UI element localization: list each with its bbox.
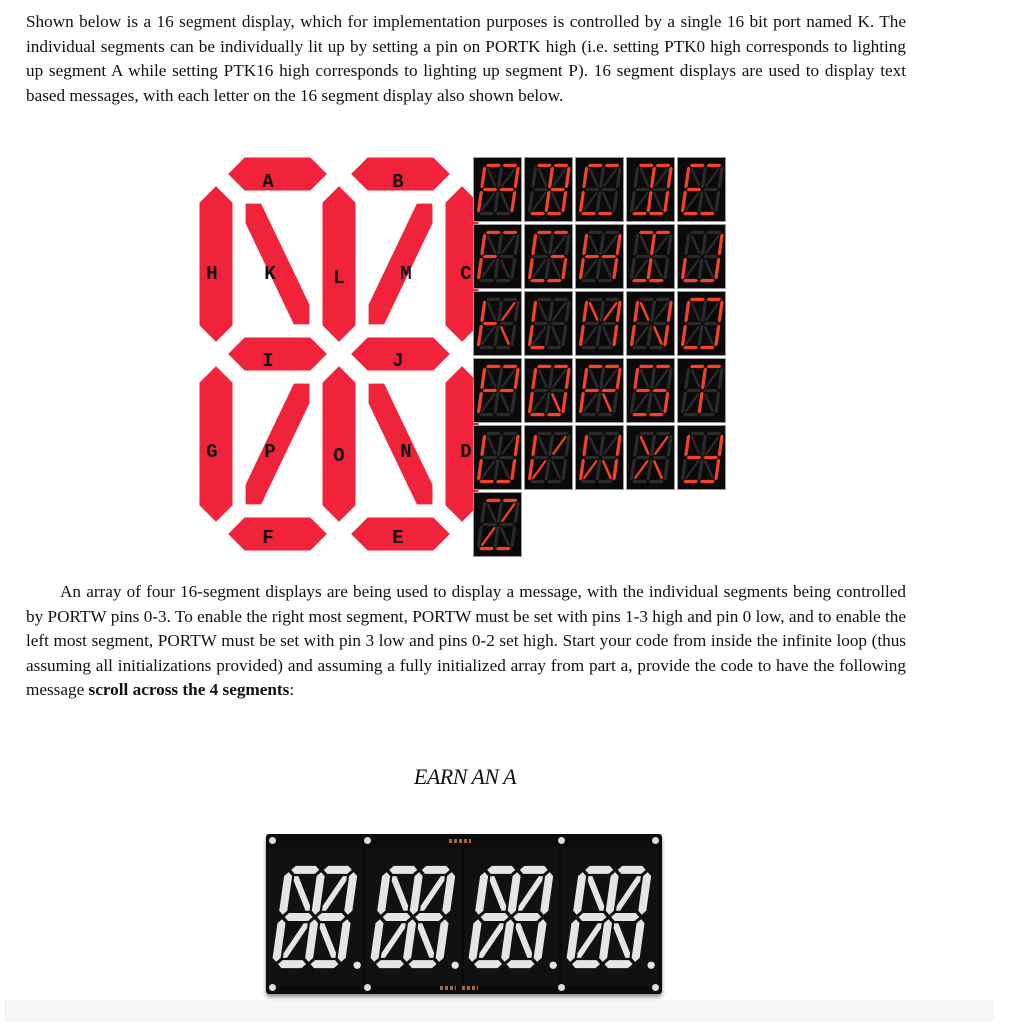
letter-tile-v xyxy=(525,426,572,489)
mounting-hole xyxy=(364,984,371,991)
intro-paragraph: Shown below is a 16 segment display, which for implementation purposes is controlled by a single 16 bit port named K. The individual segments can be individually lit up by setting a pin on PORTK high (i.e. setting PTK0 high corresponds to lighting up segment A while setting PTK16 high corresponds to lighting up segment P). 16 segment displays are used to display text based messages, with each letter on the 16 segment display also shown below. xyxy=(26,12,906,105)
display-digit-4 xyxy=(562,848,657,986)
segment-label: I xyxy=(262,350,274,373)
display-digit-1 xyxy=(268,848,363,986)
segment-label: L xyxy=(333,267,345,290)
segment-label: A xyxy=(262,171,274,194)
solder-pads xyxy=(440,986,456,990)
segment-p xyxy=(244,382,311,506)
letter-tile-h xyxy=(576,225,623,288)
segment-label: H xyxy=(206,263,218,286)
letter-tile-j xyxy=(678,225,725,288)
segment-e xyxy=(349,516,452,552)
segment-h xyxy=(198,184,234,344)
decimal-point xyxy=(354,962,361,969)
letter-tile-b xyxy=(525,158,572,221)
letter-tile-c xyxy=(576,158,623,221)
letter-tile-r xyxy=(576,359,623,422)
segment-k xyxy=(244,202,311,326)
segment-label: D xyxy=(460,441,472,464)
segment-a xyxy=(226,156,329,193)
decimal-point xyxy=(648,962,655,969)
mounting-hole xyxy=(558,837,565,844)
mounting-hole xyxy=(558,984,565,991)
solder-pads xyxy=(449,839,471,843)
segment-label: K xyxy=(264,263,276,286)
display-digit-3 xyxy=(464,848,559,986)
segment-f xyxy=(226,516,329,552)
letter-tile-n xyxy=(627,292,674,355)
segment-label: O xyxy=(333,445,345,468)
segment-n xyxy=(367,382,434,506)
mounting-hole xyxy=(652,837,659,844)
segment-g xyxy=(198,364,234,524)
letter-tile-z xyxy=(474,493,521,556)
letter-tile-k xyxy=(474,292,521,355)
letter-tile-q xyxy=(525,359,572,422)
segment-j xyxy=(349,336,452,372)
task-end: : xyxy=(289,680,295,700)
display-digit-2 xyxy=(366,848,461,986)
segment-m xyxy=(367,202,434,326)
letter-tile-w xyxy=(576,426,623,489)
letter-tile-s xyxy=(627,359,674,422)
decimal-point xyxy=(452,962,459,969)
segment-label: P xyxy=(264,441,276,464)
letter-tile-a xyxy=(474,158,521,221)
mounting-hole xyxy=(269,984,276,991)
letter-tile-f xyxy=(474,225,521,288)
letter-tile-x xyxy=(627,426,674,489)
letter-tile-l xyxy=(525,292,572,355)
scroll-message: EARN AN A xyxy=(413,764,517,789)
letter-tile-g xyxy=(525,225,572,288)
mounting-hole xyxy=(652,984,659,991)
segment-i xyxy=(226,336,329,372)
letter-tile-u xyxy=(474,426,521,489)
letter-tile-t xyxy=(678,359,725,422)
solder-pads xyxy=(462,986,478,990)
photo-backdrop xyxy=(4,1000,994,1022)
task-paragraph xyxy=(26,580,906,703)
segment-diagram xyxy=(198,156,480,552)
letter-tile-d xyxy=(627,158,674,221)
letter-tile-i xyxy=(627,225,674,288)
letter-tile-m xyxy=(576,292,623,355)
letter-grid xyxy=(474,158,734,558)
task-emphasis: scroll across the 4 segments xyxy=(88,680,290,700)
segment-label: C xyxy=(460,263,472,286)
segment-label: J xyxy=(392,350,404,373)
letter-tile-y xyxy=(678,426,725,489)
letter-tile-o xyxy=(678,292,725,355)
segment-label: E xyxy=(392,527,404,550)
segment-label: F xyxy=(262,527,274,550)
task-text: An array of four 16-segment displays are being used to display a message, with the individual segments being controlled by PORTW pins 0-3. To enable the right most segment, PORTW must be set with pins 1-3 high and pin 0 low, and to enable the left most segment, PORTW must be set with pin 3 low and pins 0-2 set high. Start your code from inside the infinite loop (thus assuming all initializations provided) and assuming a fully initialized array from part a, provide the code to have the following message xyxy=(26,582,906,700)
segment-label: N xyxy=(400,441,412,464)
segment-b xyxy=(349,156,452,193)
segment-label: G xyxy=(206,441,218,464)
segment-o xyxy=(321,364,357,524)
segment-label: B xyxy=(392,171,404,194)
mounting-hole xyxy=(364,837,371,844)
letter-tile-p xyxy=(474,359,521,422)
four-digit-display-board xyxy=(266,834,662,994)
mounting-hole xyxy=(269,837,276,844)
segment-l xyxy=(321,184,357,344)
decimal-point xyxy=(550,962,557,969)
segment-label: M xyxy=(400,263,412,286)
letter-tile-e xyxy=(678,158,725,221)
